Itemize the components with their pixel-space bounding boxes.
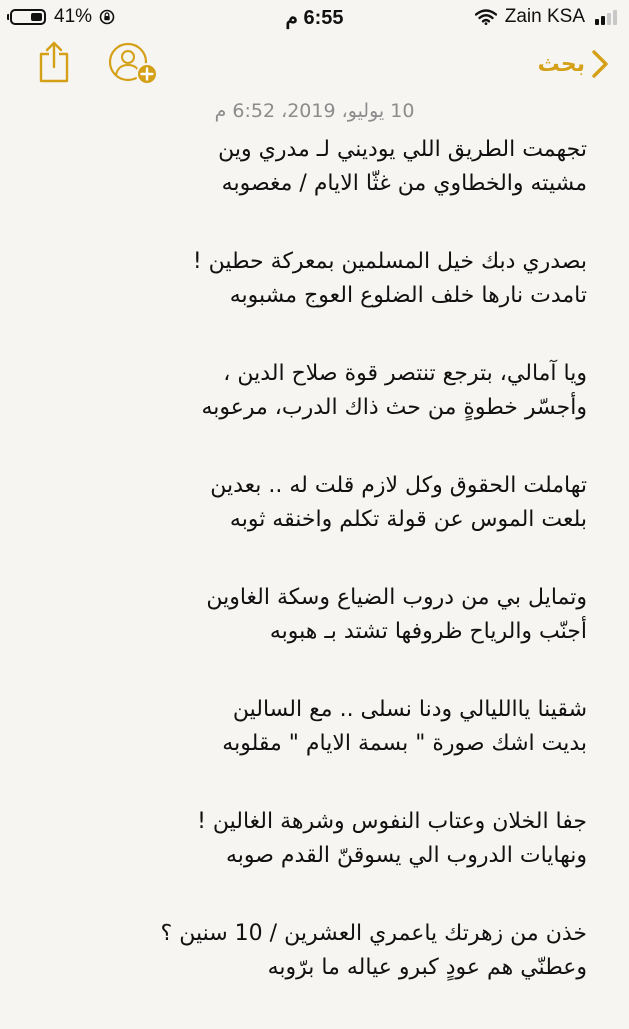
note-stanza: [20, 133, 587, 201]
status-bar: [0, 0, 629, 34]
status-right: [475, 5, 617, 29]
back-button-label: بحث: [537, 51, 585, 77]
note-line: تهاملت الحقوق وكل لازم قلت له .. بعدين: [210, 473, 587, 498]
signal-bar: [601, 16, 605, 25]
back-button[interactable]: [538, 44, 609, 84]
note-line: وأجسّر خطوةٍ من حث ذاك الدرب، مرعوبه: [201, 395, 587, 420]
note-line: وعطنّي هم عودٍ كبرو عياله ما برّوبه: [267, 955, 587, 980]
signal-bar: [607, 13, 611, 25]
chevron-right-icon: [591, 49, 609, 79]
share-icon[interactable]: [36, 40, 72, 84]
note-line: بصدري دبك خيل المسلمين بمعركة حطين !: [192, 249, 587, 274]
wifi-icon: [475, 9, 497, 25]
note-line: بلعت الموس عن قولة تكلم واخنقه ثوبه: [229, 507, 587, 532]
note-stanza: [20, 693, 587, 761]
note-stanza: [20, 917, 587, 985]
note-line: بديت اشك صورة " بسمة الايام " مقلوبه: [222, 731, 587, 756]
note-stanza: [20, 469, 587, 537]
note-stanza: [20, 245, 587, 313]
note-stanza: [20, 357, 587, 425]
signal-bar: [595, 19, 599, 25]
note-line: أجنّب والرياح ظروفها تشتد بـ هبوبه: [269, 619, 587, 644]
note-line: مشيته والخطاوي من غثّا الايام / مغصوبه: [221, 171, 587, 196]
note-line: ونهايات الدروب الي يسوقنّ القدم صوبه: [225, 843, 587, 868]
note-line: خذن من زهرتك ياعمري العشرين / 10 سنين ؟: [160, 921, 587, 946]
note-line: ويا آمالي، بترجع تنتصر قوة صلاح الدين ،: [223, 361, 587, 386]
status-time: 6:55 م: [285, 7, 344, 29]
signal-icon: [593, 9, 617, 25]
signal-bar: [613, 10, 617, 25]
note-body[interactable]: [20, 133, 587, 1029]
add-person-icon[interactable]: [108, 42, 162, 86]
note-line: شقينا ياالليالي ودنا نسلى .. مع السالين: [232, 697, 587, 722]
note-toolbar: [0, 34, 629, 94]
battery-percent: 41%: [54, 6, 93, 27]
note-line: جفا الخلان وعتاب النفوس وشرهة الغالين !: [197, 809, 587, 834]
carrier-name: Zain KSA: [504, 6, 585, 27]
note-line: وتمايل بي من دروب الضياع وسكة الغاوين: [206, 585, 587, 610]
note-date: 10 يوليو، 2019، 6:52 م: [214, 100, 415, 122]
note-stanza: [20, 581, 587, 649]
note-line: تجهمت الطريق اللي يوديني لـ مدري وين: [218, 137, 587, 162]
note-stanza: [20, 805, 587, 873]
note-line: تامدت نارها خلف الضلوع العوج مشبوبه: [229, 283, 587, 308]
